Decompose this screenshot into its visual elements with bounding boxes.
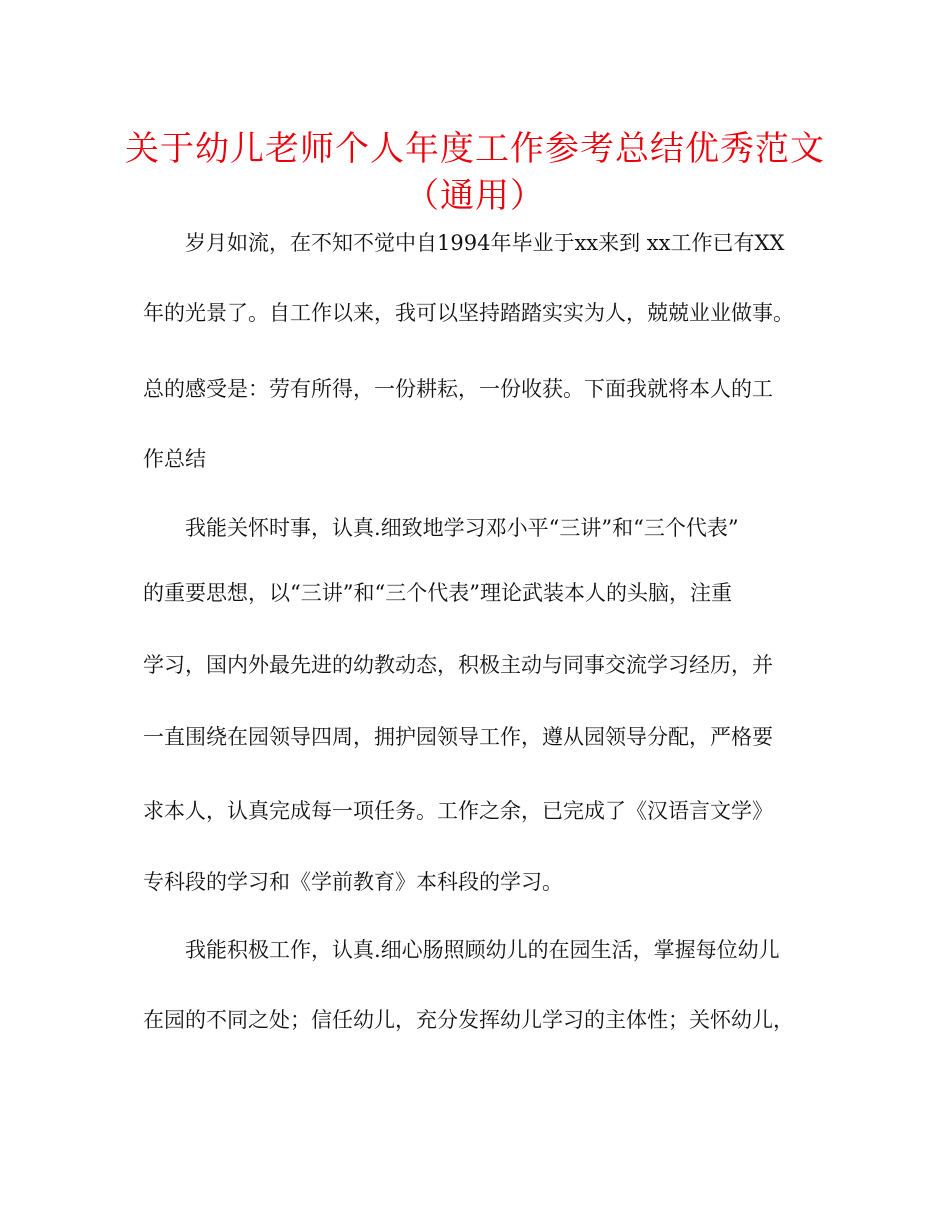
body-line-11: 我能积极工作，认真.细心肠照顾幼儿的在园生活，掌握每位幼儿	[185, 938, 780, 962]
body-line-7: 学习，国内外最先进的幼教动态，积极主动与同事交流学习经历，并	[143, 653, 773, 677]
document-title-line-1: 关于幼儿老师个人年度工作参考总结优秀范文	[125, 129, 825, 169]
body-line-10: 专科段的学习和《学前教育》本科段的学习。	[143, 870, 563, 894]
body-line-5: 我能关怀时事，认真.细致地学习邓小平“三讲”和“三个代表”	[185, 516, 739, 540]
body-line-6: 的重要思想，以“三讲”和“三个代表”理论武装本人的头脑，注重	[143, 581, 732, 605]
body-line-2: 年的光景了。自工作以来，我可以坚持踏踏实实为人，兢兢业业做事。	[143, 301, 794, 325]
body-line-4: 作总结	[143, 447, 206, 471]
body-line-3: 总的感受是：劳有所得，一份耕耘，一份收获。下面我就将本人的工	[143, 377, 773, 401]
document-title-line-2: （通用）	[405, 176, 545, 216]
body-line-12: 在园的不同之处；信任幼儿，充分发挥幼儿学习的主体性；关怀幼儿，	[143, 1008, 794, 1032]
body-line-8: 一直围绕在园领导四周，拥护园领导工作，遵从园领导分配，严格要	[143, 725, 773, 749]
body-line-1: 岁月如流，在不知不觉中自1994年毕业于xx来到 xx工作已有XX	[185, 231, 785, 255]
body-line-9: 求本人，认真完成每一项任务。工作之余，已完成了《汉语言文学》	[143, 799, 773, 823]
